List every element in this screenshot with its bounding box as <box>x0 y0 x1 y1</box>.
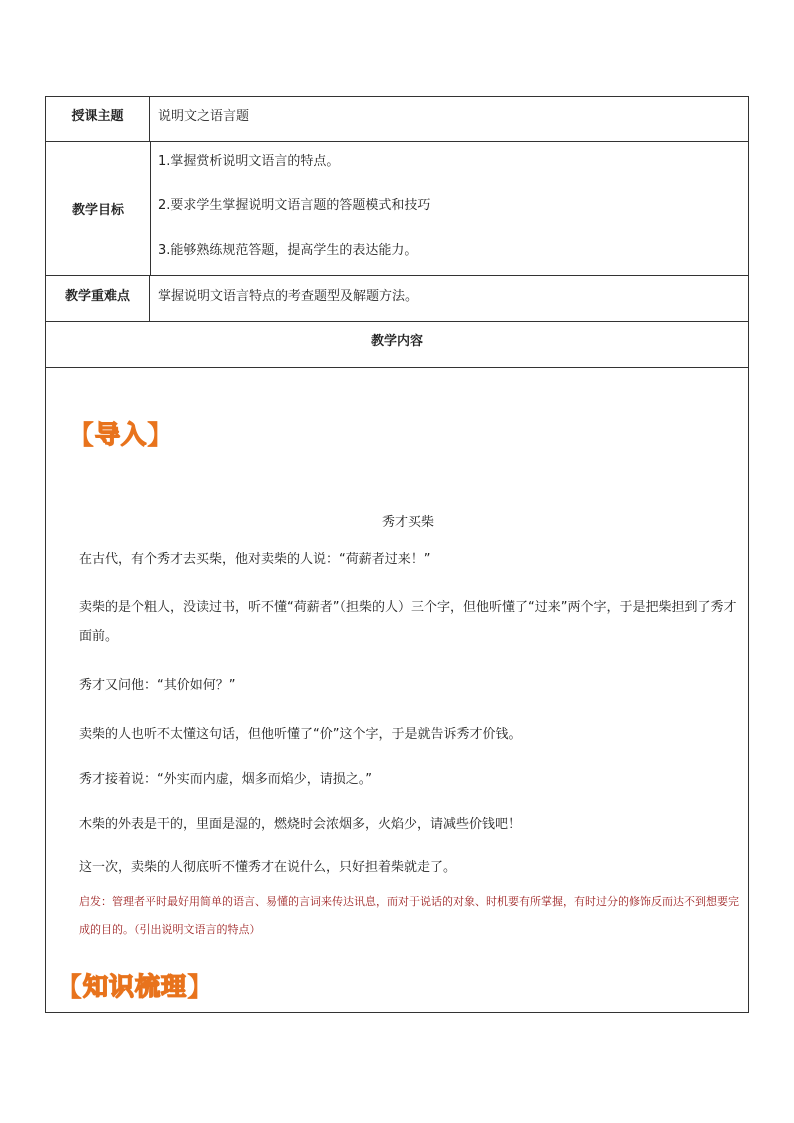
goals-label: 教学目标 <box>46 142 151 275</box>
teaching-content <box>46 368 748 1012</box>
goal-item: 2.要求学生掌握说明文语言题的答题模式和技巧 <box>158 198 431 213</box>
goals-row <box>46 142 748 276</box>
goals-list <box>158 142 740 275</box>
banner-bracket-right: 】 <box>187 972 215 1003</box>
topic-value: 说明文之语言题 <box>158 109 250 124</box>
banner-bracket-right: 】 <box>147 420 175 451</box>
story-title: 秀才买柴 <box>381 515 434 530</box>
intro-banner <box>68 416 174 450</box>
topic-label: 授课主题 <box>46 97 150 141</box>
story-paragraph: 卖柴的人也听不太懂这句话，但他听懂了“价”这个字，于是就告诉秀才价钱。 <box>79 727 522 742</box>
story-paragraph: 卖柴的是个粗人，没读过书，听不懂“荷薪者”（担柴的人）三个字，但他听懂了“过来”两个字，于是把柴担到了秀才面前。 <box>79 600 737 644</box>
keypoints-row <box>46 276 748 322</box>
goal-item: 3.能够熟练规范答题，提高学生的表达能力。 <box>158 243 418 258</box>
story-paragraph: 这一次，卖柴的人彻底听不懂秀才在说什么，只好担着柴就走了。 <box>79 860 457 875</box>
story-paragraph: 在古代，有个秀才去买柴，他对卖柴的人说：“荷薪者过来！” <box>79 552 431 567</box>
story-paragraph: 秀才又问他：“其价如何？” <box>79 678 236 693</box>
inspiration-note: 启发：管理者平时最好用简单的语言、易懂的言词来传达讯息，而对于说话的对象、时机要有所掌握，有时过分的修饰反而达不到想要完成的目的。（引出说明文语言的特点） <box>79 895 739 936</box>
intro-banner-text: 导入 <box>95 420 148 449</box>
keypoints-value: 掌握说明文语言特点的考查题型及解题方法。 <box>158 289 419 304</box>
banner-bracket-left: 【 <box>68 420 96 451</box>
knowledge-banner <box>56 968 214 1002</box>
keypoints-label: 教学重难点 <box>46 276 150 321</box>
goal-item: 1.掌握赏析说明文语言的特点。 <box>158 154 340 169</box>
story-paragraph: 木柴的外表是干的，里面是湿的，燃烧时会浓烟多，火焰少，请减些价钱吧！ <box>79 817 522 832</box>
knowledge-banner-text: 知识梳理 <box>83 972 188 1001</box>
topic-row <box>46 97 748 142</box>
lesson-plan-table <box>45 96 749 1013</box>
story-paragraph: 秀才接着说：“外实而内虚，烟多而焰少，请损之。” <box>79 772 372 787</box>
banner-bracket-left: 【 <box>56 972 84 1003</box>
content-header-row <box>46 322 748 368</box>
content-header: 教学内容 <box>370 334 423 349</box>
